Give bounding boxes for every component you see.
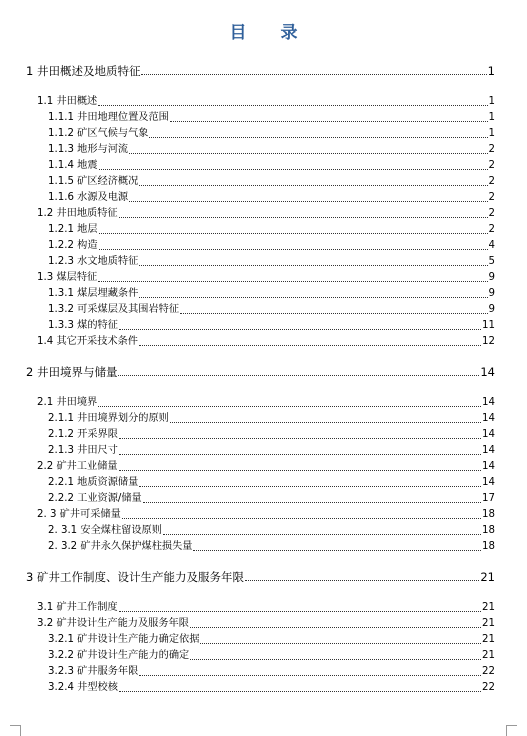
toc-entry[interactable] bbox=[48, 665, 495, 679]
toc-dot-leader bbox=[119, 611, 481, 612]
toc-entry-title: 1.3 煤层特征 bbox=[37, 272, 98, 283]
toc-dot-leader bbox=[190, 659, 481, 660]
toc-dot-leader bbox=[139, 486, 481, 487]
toc-dot-leader bbox=[200, 643, 481, 644]
toc-entry-title: 1.3.3 煤的特征 bbox=[48, 320, 118, 331]
toc-entry-title: 1.3.2 可采煤层及其围岩特征 bbox=[48, 304, 180, 315]
toc-entry-title: 2. 3.1 安全煤柱留设原则 bbox=[48, 525, 162, 536]
toc-page-number: 9 bbox=[488, 288, 495, 299]
toc-entry-title: 3 矿井工作制度、设计生产能力及服务年限 bbox=[26, 570, 244, 584]
toc-page-number: 17 bbox=[482, 493, 495, 504]
toc-page-number: 1 bbox=[488, 128, 495, 139]
toc-dot-leader bbox=[119, 438, 481, 439]
toc-entry-title: 1.1 井田概述 bbox=[37, 96, 98, 107]
toc-entry-title: 1 井田概述及地质特征 bbox=[26, 64, 141, 78]
toc-entry-title: 2 井田境界与储量 bbox=[26, 365, 118, 379]
toc-entry[interactable] bbox=[48, 191, 495, 205]
toc-entry[interactable] bbox=[48, 239, 495, 253]
page-corner-mark-left bbox=[10, 725, 21, 736]
toc-dot-leader bbox=[119, 691, 481, 692]
toc-dot-leader bbox=[193, 550, 481, 551]
toc-entry-title: 1.2.2 构造 bbox=[48, 240, 98, 251]
toc-entry[interactable] bbox=[37, 617, 495, 631]
toc-entry[interactable] bbox=[48, 649, 495, 663]
toc-page-number: 2 bbox=[488, 208, 495, 219]
toc-entry-title: 2.1 井田境界 bbox=[37, 397, 98, 408]
toc-dot-leader bbox=[141, 74, 486, 75]
toc-dot-leader bbox=[99, 169, 488, 170]
toc-entry[interactable] bbox=[48, 444, 495, 458]
toc-dot-leader bbox=[119, 470, 481, 471]
toc-title: 目 录 bbox=[229, 23, 298, 43]
toc-page-number: 12 bbox=[482, 336, 495, 347]
toc-dot-leader bbox=[143, 502, 481, 503]
toc-entry-title: 2.2.1 地质资源储量 bbox=[48, 477, 139, 488]
toc-page-number: 11 bbox=[482, 320, 495, 331]
toc-dot-leader bbox=[245, 580, 479, 581]
toc-entry[interactable] bbox=[48, 287, 495, 301]
toc-page-number: 1 bbox=[487, 64, 495, 78]
toc-entry-title: 2.1.2 开采界限 bbox=[48, 429, 118, 440]
toc-page-number: 14 bbox=[480, 365, 495, 379]
toc-dot-leader bbox=[170, 121, 488, 122]
toc-dot-leader bbox=[119, 329, 481, 330]
toc-entry[interactable] bbox=[48, 255, 495, 269]
toc-dot-leader bbox=[119, 454, 481, 455]
toc-entry-title: 1.1.5 矿区经济概况 bbox=[48, 176, 139, 187]
toc-entry[interactable] bbox=[48, 428, 495, 442]
toc-dot-leader bbox=[118, 375, 479, 376]
toc-dot-leader bbox=[99, 249, 488, 250]
toc-page-number: 2 bbox=[488, 144, 495, 155]
toc-entry[interactable] bbox=[48, 412, 495, 426]
toc-page-number: 21 bbox=[482, 634, 495, 645]
toc-entry-title: 2. 3.2 矿井永久保护煤柱损失量 bbox=[48, 541, 193, 552]
toc-dot-leader bbox=[139, 265, 487, 266]
toc-page-number: 14 bbox=[482, 445, 495, 456]
toc-entry-title: 1.2.3 水文地质特征 bbox=[48, 256, 139, 267]
toc-entry-title: 1.1.1 井田地理位置及范围 bbox=[48, 112, 169, 123]
toc-page-number: 18 bbox=[482, 525, 495, 536]
toc-entry-title: 1.2 井田地质特征 bbox=[37, 208, 118, 219]
toc-dot-leader bbox=[119, 217, 488, 218]
page-corner-mark-right bbox=[506, 725, 517, 736]
toc-dot-leader bbox=[99, 233, 488, 234]
toc-page-number: 1 bbox=[488, 96, 495, 107]
toc-entry[interactable] bbox=[48, 111, 495, 125]
toc-entry-title: 3.2.1 矿井设计生产能力确定依据 bbox=[48, 634, 200, 645]
toc-page-number: 22 bbox=[482, 682, 495, 693]
toc-dot-leader bbox=[98, 105, 487, 106]
toc-dot-leader bbox=[129, 153, 487, 154]
toc-dot-leader bbox=[139, 297, 487, 298]
toc-dot-leader bbox=[139, 345, 481, 346]
toc-entry[interactable] bbox=[48, 127, 495, 141]
toc-entry[interactable] bbox=[26, 570, 495, 584]
toc-entry-title: 2.1.1 井田境界划分的原则 bbox=[48, 413, 169, 424]
toc-entry[interactable] bbox=[48, 159, 495, 173]
toc-page-number: 2 bbox=[488, 224, 495, 235]
toc-page-number: 5 bbox=[488, 256, 495, 267]
toc-dot-leader bbox=[149, 137, 487, 138]
toc-entry[interactable] bbox=[37, 271, 495, 285]
toc-entry[interactable] bbox=[48, 476, 495, 490]
toc-dot-leader bbox=[170, 422, 481, 423]
toc-page-number: 21 bbox=[482, 618, 495, 629]
toc-page-number: 21 bbox=[482, 602, 495, 613]
toc-dot-leader bbox=[122, 518, 481, 519]
toc-page-number: 18 bbox=[482, 509, 495, 520]
toc-page-number: 22 bbox=[482, 666, 495, 677]
toc-page-number: 14 bbox=[482, 397, 495, 408]
toc-entry-title: 1.3.1 煤层埋藏条件 bbox=[48, 288, 139, 299]
toc-dot-leader bbox=[139, 675, 481, 676]
toc-entry-title: 1.1.4 地震 bbox=[48, 160, 98, 171]
toc-entry-title: 1.1.6 水源及电源 bbox=[48, 192, 129, 203]
toc-dot-leader bbox=[163, 534, 481, 535]
toc-page-number: 14 bbox=[482, 429, 495, 440]
toc-entry[interactable] bbox=[48, 303, 495, 317]
toc-dot-leader bbox=[190, 627, 481, 628]
toc-entry[interactable] bbox=[26, 64, 495, 78]
toc-entry-title: 2.1.3 井田尺寸 bbox=[48, 445, 118, 456]
toc-entry-title: 3.1 矿井工作制度 bbox=[37, 602, 118, 613]
toc-entry-title: 3.2 矿井设计生产能力及服务年限 bbox=[37, 618, 189, 629]
toc-page-number: 4 bbox=[488, 240, 495, 251]
toc-entry[interactable] bbox=[48, 175, 495, 189]
toc-entry[interactable] bbox=[37, 508, 495, 522]
toc-entry[interactable] bbox=[37, 460, 495, 474]
toc-entry[interactable] bbox=[48, 633, 495, 647]
toc-page-number: 1 bbox=[488, 112, 495, 123]
toc-page-number: 2 bbox=[488, 176, 495, 187]
toc-entry-title: 2. 3 矿井可采储量 bbox=[37, 509, 121, 520]
toc-entry-title: 1.2.1 地层 bbox=[48, 224, 98, 235]
toc-entry[interactable] bbox=[48, 143, 495, 157]
toc-entry[interactable] bbox=[37, 95, 495, 109]
toc-page-number: 18 bbox=[482, 541, 495, 552]
toc-dot-leader bbox=[139, 185, 487, 186]
toc-dot-leader bbox=[129, 201, 487, 202]
toc-page-number: 14 bbox=[482, 413, 495, 424]
toc-entry[interactable] bbox=[48, 540, 495, 554]
toc-dot-leader bbox=[180, 313, 487, 314]
toc-entry[interactable] bbox=[48, 319, 495, 333]
toc-dot-leader bbox=[98, 406, 481, 407]
toc-page-number: 14 bbox=[482, 461, 495, 472]
toc-entry[interactable] bbox=[37, 601, 495, 615]
toc-entry-title: 1.1.3 地形与河流 bbox=[48, 144, 129, 155]
toc-page-number: 2 bbox=[488, 160, 495, 171]
toc-entry[interactable] bbox=[37, 396, 495, 410]
toc-entry[interactable] bbox=[48, 681, 495, 695]
toc-entry[interactable] bbox=[48, 223, 495, 237]
toc-entry[interactable] bbox=[37, 207, 495, 221]
toc-entry[interactable] bbox=[48, 524, 495, 538]
toc-entry[interactable] bbox=[26, 365, 495, 379]
toc-entry-title: 3.2.3 矿井服务年限 bbox=[48, 666, 139, 677]
toc-entry-title: 2.2 矿井工业储量 bbox=[37, 461, 118, 472]
toc-page-number: 9 bbox=[488, 272, 495, 283]
toc-entry-title: 1.4 其它开采技术条件 bbox=[37, 336, 138, 347]
toc-page-number: 21 bbox=[480, 570, 495, 584]
toc-entry-title: 2.2.2 工业资源/储量 bbox=[48, 493, 142, 504]
toc-page-number: 21 bbox=[482, 650, 495, 661]
toc-page-number: 2 bbox=[488, 192, 495, 203]
toc-page-number: 9 bbox=[488, 304, 495, 315]
toc-dot-leader bbox=[98, 281, 487, 282]
toc-entry-title: 3.2.4 井型校核 bbox=[48, 682, 118, 693]
toc-entry-title: 3.2.2 矿井设计生产能力的确定 bbox=[48, 650, 190, 661]
toc-page-number: 14 bbox=[482, 477, 495, 488]
toc-entry[interactable] bbox=[48, 492, 495, 506]
toc-entry[interactable] bbox=[37, 335, 495, 349]
toc-entry-title: 1.1.2 矿区气候与气象 bbox=[48, 128, 149, 139]
